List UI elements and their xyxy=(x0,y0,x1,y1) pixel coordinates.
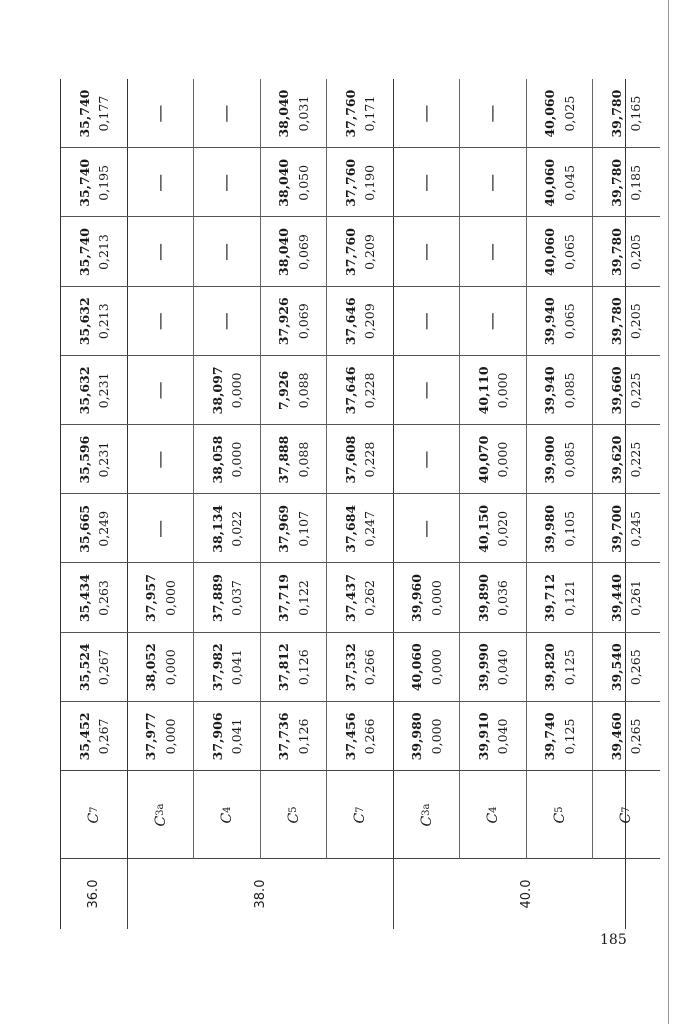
table-cell xyxy=(61,493,128,563)
cell-value-secondary: 0,261 xyxy=(628,580,644,616)
cell-value-primary: 38,058 xyxy=(209,435,225,484)
cell-value-secondary: 0,165 xyxy=(628,95,644,132)
class-letter: C xyxy=(219,812,236,824)
cell-value-primary: 37,532 xyxy=(342,643,358,692)
table-cell xyxy=(61,216,128,286)
class-subscript: 7 xyxy=(354,806,366,813)
cell-value-primary: 35,740 xyxy=(76,228,92,276)
cell-value-primary: 37,719 xyxy=(276,574,292,622)
table-row xyxy=(527,79,594,929)
table-row xyxy=(194,79,261,929)
table-cell xyxy=(527,355,594,425)
cell-value-secondary: 0,126 xyxy=(295,649,311,686)
cell-value-secondary: 0,190 xyxy=(362,164,378,201)
cell-value-secondary: 0,107 xyxy=(295,510,311,547)
class-letter: C xyxy=(285,812,302,824)
table-cell xyxy=(261,79,328,148)
table-cell xyxy=(394,701,461,771)
cell-value-secondary: 0,036 xyxy=(495,580,511,616)
cell-value-secondary: 0,225 xyxy=(628,372,644,409)
cell-value-primary: 40,060 xyxy=(542,158,558,207)
table-cell xyxy=(128,701,195,771)
cell-value-secondary: 0,265 xyxy=(628,649,644,686)
cell-value-secondary: 0,205 xyxy=(628,234,644,270)
table-cell xyxy=(261,562,328,632)
table-cell xyxy=(194,562,261,632)
table-cell xyxy=(327,286,394,356)
cell-value-primary: 39,940 xyxy=(542,366,558,415)
table-cell xyxy=(194,286,261,356)
cell-value-secondary: 0,069 xyxy=(295,303,311,340)
table-cell xyxy=(327,424,394,494)
page-number: 185 xyxy=(600,932,627,948)
table-cell xyxy=(394,424,461,494)
cell-value-primary: 39,820 xyxy=(542,643,558,692)
empty-dash: — xyxy=(149,104,171,123)
cell-value-secondary: 0,267 xyxy=(96,718,112,755)
table-cell xyxy=(394,355,461,425)
class-label xyxy=(527,770,594,859)
empty-dash: — xyxy=(216,104,238,123)
table-cell xyxy=(261,286,328,356)
cell-value-secondary: 0,045 xyxy=(561,164,577,201)
empty-dash: — xyxy=(415,519,437,538)
table-cell xyxy=(527,147,594,217)
class-label xyxy=(327,770,394,859)
group-value: 38.0 xyxy=(128,858,394,929)
empty-dash: — xyxy=(149,519,171,538)
cell-value-secondary: 0,266 xyxy=(362,649,378,686)
cell-value-secondary: 0,209 xyxy=(362,234,378,270)
cell-value-secondary: 0,041 xyxy=(229,718,245,755)
table-cell xyxy=(61,79,128,148)
table-cell xyxy=(128,147,195,217)
cell-value-primary: 35,665 xyxy=(76,504,92,553)
table-cell xyxy=(61,632,128,702)
class-subscript: 4 xyxy=(487,806,499,813)
cell-value-primary: 38,040 xyxy=(276,228,292,276)
table-cell xyxy=(327,216,394,286)
table-cell xyxy=(61,701,128,771)
cell-value-secondary: 0,000 xyxy=(428,649,444,686)
cell-value-secondary: 0,177 xyxy=(96,95,112,132)
cell-value-primary: 39,440 xyxy=(608,574,624,622)
cell-value-secondary: 0,000 xyxy=(229,441,245,478)
table-cell xyxy=(128,562,195,632)
cell-value-primary: 39,910 xyxy=(475,712,491,761)
table-cell xyxy=(394,632,461,702)
empty-dash: — xyxy=(482,104,504,123)
cell-value-secondary: 0,050 xyxy=(295,164,311,201)
cell-value-secondary: 0,037 xyxy=(229,580,245,616)
table-cell xyxy=(194,79,261,148)
cell-value-primary: 37,608 xyxy=(342,435,358,484)
table-cell xyxy=(261,424,328,494)
table-cell xyxy=(261,355,328,425)
table-cell xyxy=(194,424,261,494)
table-cell xyxy=(61,286,128,356)
table-cell xyxy=(261,147,328,217)
table-cell xyxy=(394,79,461,148)
empty-dash: — xyxy=(415,381,437,400)
table-cell xyxy=(460,632,527,702)
cell-value-secondary: 0,125 xyxy=(561,649,577,686)
table-cell xyxy=(327,493,394,563)
cell-value-primary: 39,960 xyxy=(409,574,425,622)
class-label xyxy=(261,770,328,859)
cell-value-primary: 39,740 xyxy=(542,712,558,761)
empty-dash: — xyxy=(482,173,504,192)
table-cell xyxy=(593,562,660,632)
cell-value-secondary: 0,065 xyxy=(561,303,577,340)
table-cell xyxy=(394,562,461,632)
table-row xyxy=(460,79,527,929)
cell-value-primary: 39,990 xyxy=(475,643,491,692)
table-cell xyxy=(128,424,195,494)
cell-value-primary: 38,040 xyxy=(276,89,292,138)
table-cell xyxy=(527,632,594,702)
cell-value-primary: 39,980 xyxy=(542,504,558,553)
table-cell xyxy=(128,79,195,148)
class-subscript: 7 xyxy=(620,806,632,813)
class-letter: C xyxy=(618,812,635,824)
class-subscript: 5 xyxy=(288,806,300,813)
cell-value-secondary: 0,000 xyxy=(495,372,511,409)
table-cell xyxy=(327,562,394,632)
table-cell xyxy=(527,286,594,356)
table-cell xyxy=(394,493,461,563)
class-letter: C xyxy=(485,812,502,824)
empty-dash: — xyxy=(415,312,437,331)
table-cell xyxy=(261,632,328,702)
cell-value-secondary: 0,266 xyxy=(362,718,378,755)
empty-dash: — xyxy=(149,312,171,331)
table-cell xyxy=(460,493,527,563)
cell-value-primary: 37,906 xyxy=(209,712,225,761)
cell-value-secondary: 0,126 xyxy=(295,718,311,755)
class-label xyxy=(593,770,660,859)
cell-value-secondary: 0,231 xyxy=(96,372,112,409)
cell-value-primary: 37,456 xyxy=(342,712,358,761)
cell-value-primary: 38,052 xyxy=(143,643,159,692)
cell-value-primary: 39,980 xyxy=(409,712,425,761)
table-cell xyxy=(460,286,527,356)
table-row xyxy=(261,79,328,929)
cell-value-secondary: 0,000 xyxy=(495,441,511,478)
cell-value-secondary: 0,000 xyxy=(229,372,245,409)
cell-value-primary: 7,926 xyxy=(276,370,292,410)
empty-dash: — xyxy=(415,243,437,262)
cell-value-primary: 35,632 xyxy=(76,366,92,415)
empty-dash: — xyxy=(216,243,238,262)
empty-dash: — xyxy=(149,381,171,400)
cell-value-primary: 38,097 xyxy=(209,366,225,415)
cell-value-primary: 35,596 xyxy=(76,435,92,484)
cell-value-secondary: 0,231 xyxy=(96,441,112,478)
cell-value-primary: 37,969 xyxy=(276,504,292,553)
table-cell xyxy=(460,147,527,217)
table-cell xyxy=(593,355,660,425)
cell-value-primary: 37,888 xyxy=(276,435,292,484)
empty-dash: — xyxy=(216,312,238,331)
cell-value-secondary: 0,213 xyxy=(96,303,112,340)
cell-value-secondary: 0,195 xyxy=(96,164,112,201)
table-cell xyxy=(593,632,660,702)
cell-value-secondary: 0,122 xyxy=(295,580,311,616)
table-cell xyxy=(460,79,527,148)
table-cell xyxy=(194,701,261,771)
table-cell xyxy=(593,424,660,494)
class-letter: C xyxy=(86,812,103,824)
class-subscript: 5 xyxy=(554,806,566,813)
cell-value-primary: 39,460 xyxy=(608,712,624,761)
table-cell xyxy=(593,147,660,217)
table-cell xyxy=(128,493,195,563)
cell-value-primary: 39,780 xyxy=(608,158,624,207)
cell-value-primary: 37,437 xyxy=(342,574,358,622)
cell-value-secondary: 0,085 xyxy=(561,372,577,409)
table-cell xyxy=(194,632,261,702)
cell-value-primary: 35,632 xyxy=(76,297,92,346)
cell-value-primary: 37,889 xyxy=(209,574,225,622)
table-cell xyxy=(460,424,527,494)
table-cell xyxy=(194,216,261,286)
cell-value-primary: 39,780 xyxy=(608,89,624,138)
table-cell xyxy=(527,493,594,563)
cell-value-primary: 35,524 xyxy=(76,643,92,692)
table-cell xyxy=(261,701,328,771)
class-subscript: 7 xyxy=(88,806,100,813)
cell-value-secondary: 0,225 xyxy=(628,441,644,478)
cell-value-secondary: 0,121 xyxy=(561,580,577,616)
cell-value-primary: 39,780 xyxy=(608,297,624,346)
cell-value-primary: 35,452 xyxy=(76,712,92,761)
cell-value-primary: 40,070 xyxy=(475,435,491,484)
cell-value-secondary: 0,065 xyxy=(561,234,577,270)
cell-value-primary: 40,060 xyxy=(542,89,558,138)
cell-value-secondary: 0,000 xyxy=(162,718,178,755)
cell-value-primary: 37,646 xyxy=(342,366,358,415)
cell-value-primary: 39,712 xyxy=(542,574,558,622)
table-cell xyxy=(460,216,527,286)
table-cell xyxy=(527,701,594,771)
table-cell xyxy=(394,286,461,356)
cell-value-secondary: 0,088 xyxy=(295,372,311,409)
empty-dash: — xyxy=(482,243,504,262)
empty-dash: — xyxy=(149,450,171,469)
class-subscript: 4 xyxy=(221,806,233,813)
cell-value-primary: 37,977 xyxy=(143,712,159,761)
empty-dash: — xyxy=(149,243,171,262)
table-cell xyxy=(394,147,461,217)
cell-value-secondary: 0,085 xyxy=(561,441,577,478)
cell-value-primary: 38,040 xyxy=(276,158,292,207)
cell-value-secondary: 0,125 xyxy=(561,718,577,755)
cell-value-primary: 39,890 xyxy=(475,574,491,622)
cell-value-secondary: 0,040 xyxy=(495,718,511,755)
cell-value-primary: 37,812 xyxy=(276,643,292,692)
cell-value-secondary: 0,267 xyxy=(96,649,112,686)
table-cell xyxy=(261,493,328,563)
cell-value-primary: 35,740 xyxy=(76,89,92,138)
cell-value-primary: 39,620 xyxy=(608,435,624,484)
table-cell xyxy=(128,286,195,356)
table-cell xyxy=(527,562,594,632)
cell-value-secondary: 0,031 xyxy=(295,95,311,132)
cell-value-secondary: 0,069 xyxy=(295,234,311,270)
table-cell xyxy=(394,216,461,286)
cell-value-primary: 35,740 xyxy=(76,158,92,207)
cell-value-secondary: 0,228 xyxy=(362,372,378,409)
table-cell xyxy=(593,701,660,771)
empty-dash: — xyxy=(149,173,171,192)
table-cell xyxy=(327,355,394,425)
empty-dash: — xyxy=(415,173,437,192)
table-cell xyxy=(527,216,594,286)
empty-dash: — xyxy=(482,312,504,331)
cell-value-primary: 39,700 xyxy=(608,504,624,553)
cell-value-primary: 37,684 xyxy=(342,504,358,553)
table-cell xyxy=(194,355,261,425)
cell-value-secondary: 0,265 xyxy=(628,718,644,755)
class-label xyxy=(194,770,261,859)
cell-value-secondary: 0,247 xyxy=(362,510,378,547)
cell-value-secondary: 0,000 xyxy=(428,718,444,755)
cell-value-primary: 37,646 xyxy=(342,297,358,346)
cell-value-primary: 40,110 xyxy=(475,366,491,415)
table-cell xyxy=(61,147,128,217)
group-value: 40.0 xyxy=(394,858,660,929)
cell-value-primary: 40,150 xyxy=(475,504,491,553)
table-row xyxy=(327,79,394,929)
cell-value-secondary: 0,205 xyxy=(628,303,644,340)
class-subscript: 3a xyxy=(421,803,433,816)
class-subscript: 3a xyxy=(155,803,167,816)
cell-value-primary: 35,434 xyxy=(76,574,92,622)
cell-value-primary: 37,760 xyxy=(342,158,358,207)
table-cell xyxy=(327,701,394,771)
class-letter: C xyxy=(352,812,369,824)
cell-value-primary: 37,982 xyxy=(209,643,225,692)
table-cell xyxy=(327,632,394,702)
table-cell xyxy=(194,493,261,563)
cell-value-primary: 37,760 xyxy=(342,89,358,138)
group-value: 36.0 xyxy=(61,858,128,929)
cell-value-secondary: 0,213 xyxy=(96,234,112,270)
cell-value-secondary: 0,171 xyxy=(362,95,378,132)
class-letter: C xyxy=(152,815,169,827)
table-cell xyxy=(261,216,328,286)
cell-value-primary: 37,760 xyxy=(342,228,358,276)
cell-value-primary: 39,660 xyxy=(608,366,624,415)
table-row xyxy=(61,79,128,929)
cell-value-secondary: 0,249 xyxy=(96,510,112,547)
cell-value-secondary: 0,185 xyxy=(628,164,644,201)
cell-value-primary: 37,926 xyxy=(276,297,292,346)
table-cell xyxy=(593,216,660,286)
cell-value-secondary: 0,025 xyxy=(561,95,577,132)
cell-value-secondary: 0,000 xyxy=(162,649,178,686)
class-label xyxy=(394,770,461,859)
cell-value-primary: 39,940 xyxy=(542,297,558,346)
cell-value-secondary: 0,088 xyxy=(295,441,311,478)
table-cell xyxy=(460,355,527,425)
table-row xyxy=(593,79,660,929)
table-cell xyxy=(527,79,594,148)
cell-value-secondary: 0,105 xyxy=(561,510,577,547)
table-cell xyxy=(460,562,527,632)
cell-value-secondary: 0,000 xyxy=(428,580,444,616)
table-cell xyxy=(460,701,527,771)
cell-value-secondary: 0,228 xyxy=(362,441,378,478)
cell-value-secondary: 0,020 xyxy=(495,510,511,547)
table-cell xyxy=(128,355,195,425)
table-cell xyxy=(194,147,261,217)
class-letter: C xyxy=(551,812,568,824)
class-label xyxy=(128,770,195,859)
cell-value-primary: 39,900 xyxy=(542,435,558,484)
table-cell xyxy=(61,355,128,425)
cell-value-primary: 37,736 xyxy=(276,712,292,761)
cell-value-secondary: 0,040 xyxy=(495,649,511,686)
table-cell xyxy=(61,424,128,494)
cell-value-primary: 39,540 xyxy=(608,643,624,692)
cell-value-secondary: 0,022 xyxy=(229,510,245,547)
table-cell xyxy=(593,493,660,563)
cell-value-primary: 38,134 xyxy=(209,504,225,553)
class-label xyxy=(61,770,128,859)
table-cell xyxy=(128,216,195,286)
table-cell xyxy=(327,79,394,148)
empty-dash: — xyxy=(415,450,437,469)
cell-value-secondary: 0,209 xyxy=(362,303,378,340)
table-row xyxy=(394,79,461,929)
table-row xyxy=(128,79,195,929)
class-label xyxy=(460,770,527,859)
table-cell xyxy=(527,424,594,494)
empty-dash: — xyxy=(216,173,238,192)
empty-dash: — xyxy=(415,104,437,123)
cell-value-primary: 39,780 xyxy=(608,228,624,276)
class-letter: C xyxy=(418,815,435,827)
table-cell xyxy=(593,79,660,148)
data-table xyxy=(60,79,644,929)
table-cell xyxy=(128,632,195,702)
table-cell xyxy=(61,562,128,632)
cell-value-primary: 40,060 xyxy=(542,228,558,276)
cell-value-secondary: 0,262 xyxy=(362,580,378,616)
table-cell xyxy=(593,286,660,356)
cell-value-secondary: 0,263 xyxy=(96,580,112,616)
cell-value-secondary: 0,245 xyxy=(628,510,644,547)
cell-value-primary: 37,957 xyxy=(143,574,159,622)
cell-value-secondary: 0,041 xyxy=(229,649,245,686)
cell-value-secondary: 0,000 xyxy=(162,580,178,616)
cell-value-primary: 40,060 xyxy=(409,643,425,692)
table-cell xyxy=(327,147,394,217)
